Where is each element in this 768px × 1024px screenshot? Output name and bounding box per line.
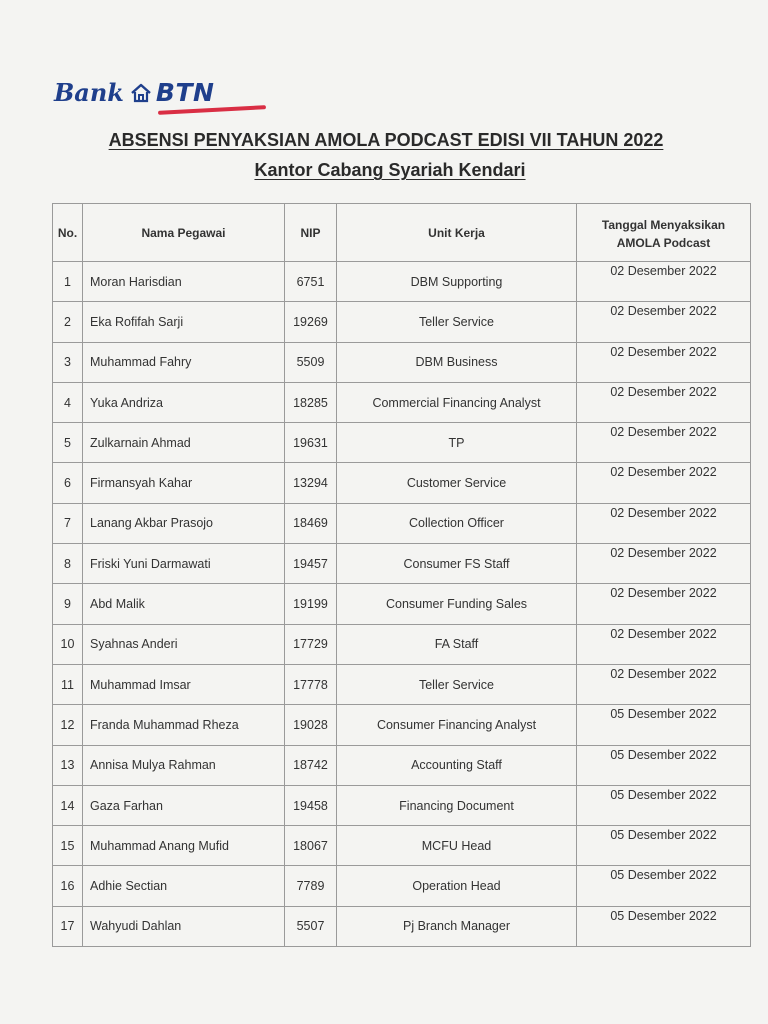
logo-btn-text: BTN [155,78,215,107]
employee-nip: 19457 [285,544,337,584]
employee-nip: 19269 [285,302,337,342]
table-row [53,503,751,543]
watch-date: 02 Desember 2022 [577,624,751,664]
logo-bank-text: Bank [54,78,124,107]
employee-nip: 17729 [285,624,337,664]
work-unit: TP [337,423,577,463]
document-title: ABSENSI PENYAKSIAN AMOLA PODCAST EDISI VII TAHUN 2022 [108,130,664,150]
employee-nip: 18469 [285,503,337,543]
employee-name: Firmansyah Kahar [83,463,285,503]
row-number: 12 [53,705,83,745]
employee-name: Abd Malik [83,584,285,624]
employee-name: Muhammad Imsar [83,664,285,704]
row-number: 14 [53,785,83,825]
employee-name: Wahyudi Dahlan [83,906,285,946]
row-number: 3 [53,342,83,382]
header-date-line1: Tanggal Menyaksikan [601,217,726,232]
header-name: Nama Pegawai [83,204,285,262]
employee-name: Yuka Andriza [83,382,285,422]
employee-nip: 19199 [285,584,337,624]
watch-date: 05 Desember 2022 [577,906,751,946]
header-date [577,204,751,262]
employee-nip: 5509 [285,342,337,382]
row-number: 1 [53,262,83,302]
table-row [53,382,751,422]
table-row [53,866,751,906]
row-number: 17 [53,906,83,946]
work-unit: DBM Business [337,342,577,382]
table-row [53,906,751,946]
work-unit: Financing Document [337,785,577,825]
row-number: 15 [53,826,83,866]
watch-date: 05 Desember 2022 [577,705,751,745]
watch-date: 02 Desember 2022 [577,503,751,543]
house-icon [130,82,152,104]
employee-name: Muhammad Fahry [83,342,285,382]
watch-date: 02 Desember 2022 [577,664,751,704]
table-row [53,826,751,866]
employee-name: Syahnas Anderi [83,624,285,664]
table-row [53,624,751,664]
work-unit: Teller Service [337,664,577,704]
work-unit: Collection Officer [337,503,577,543]
header-unit: Unit Kerja [337,204,577,262]
table-row [53,423,751,463]
work-unit: FA Staff [337,624,577,664]
row-number: 4 [53,382,83,422]
employee-nip: 19458 [285,785,337,825]
watch-date: 02 Desember 2022 [577,544,751,584]
row-number: 9 [53,584,83,624]
employee-nip: 6751 [285,262,337,302]
work-unit: Customer Service [337,463,577,503]
employee-name: Zulkarnain Ahmad [83,423,285,463]
table-row [53,584,751,624]
watch-date: 02 Desember 2022 [577,423,751,463]
employee-name: Eka Rofifah Sarji [83,302,285,342]
employee-name: Annisa Mulya Rahman [83,745,285,785]
employee-name: Friski Yuni Darmawati [83,544,285,584]
table-row [53,544,751,584]
employee-nip: 19028 [285,705,337,745]
work-unit: Pj Branch Manager [337,906,577,946]
row-number: 11 [53,664,83,704]
watch-date: 05 Desember 2022 [577,785,751,825]
watch-date: 02 Desember 2022 [577,302,751,342]
watch-date: 05 Desember 2022 [577,826,751,866]
employee-nip: 18067 [285,826,337,866]
table-row [53,705,751,745]
employee-nip: 19631 [285,423,337,463]
work-unit: Consumer Funding Sales [337,584,577,624]
table-row [53,302,751,342]
work-unit: Commercial Financing Analyst [337,382,577,422]
work-unit: Teller Service [337,302,577,342]
document-subtitle: Kantor Cabang Syariah Kendari [254,160,526,180]
row-number: 5 [53,423,83,463]
employee-name: Lanang Akbar Prasojo [83,503,285,543]
attendance-table [52,203,751,947]
employee-name: Moran Harisdian [83,262,285,302]
table-row [53,463,751,503]
table-row [53,342,751,382]
employee-nip: 17778 [285,664,337,704]
table-body [53,262,751,947]
row-number: 16 [53,866,83,906]
employee-name: Franda Muhammad Rheza [83,705,285,745]
employee-nip: 5507 [285,906,337,946]
work-unit: DBM Supporting [337,262,577,302]
work-unit: Consumer FS Staff [337,544,577,584]
work-unit: Consumer Financing Analyst [337,705,577,745]
header-no: No. [53,204,83,262]
employee-name: Muhammad Anang Mufid [83,826,285,866]
employee-name: Adhie Sectian [83,866,285,906]
table-row [53,785,751,825]
watch-date: 05 Desember 2022 [577,745,751,785]
header-date-line2: AMOLA Podcast [616,235,711,250]
table-header-row [53,204,751,262]
work-unit: MCFU Head [337,826,577,866]
row-number: 8 [53,544,83,584]
work-unit: Accounting Staff [337,745,577,785]
header-nip: NIP [285,204,337,262]
employee-nip: 18285 [285,382,337,422]
employee-nip: 13294 [285,463,337,503]
bank-btn-logo [54,78,214,107]
row-number: 13 [53,745,83,785]
watch-date: 05 Desember 2022 [577,866,751,906]
employee-nip: 7789 [285,866,337,906]
employee-name: Gaza Farhan [83,785,285,825]
table-row [53,745,751,785]
watch-date: 02 Desember 2022 [577,342,751,382]
table-row [53,262,751,302]
watch-date: 02 Desember 2022 [577,584,751,624]
watch-date: 02 Desember 2022 [577,463,751,503]
row-number: 10 [53,624,83,664]
watch-date: 02 Desember 2022 [577,382,751,422]
employee-nip: 18742 [285,745,337,785]
table-row [53,664,751,704]
watch-date: 02 Desember 2022 [577,262,751,302]
work-unit: Operation Head [337,866,577,906]
row-number: 2 [53,302,83,342]
row-number: 7 [53,503,83,543]
row-number: 6 [53,463,83,503]
